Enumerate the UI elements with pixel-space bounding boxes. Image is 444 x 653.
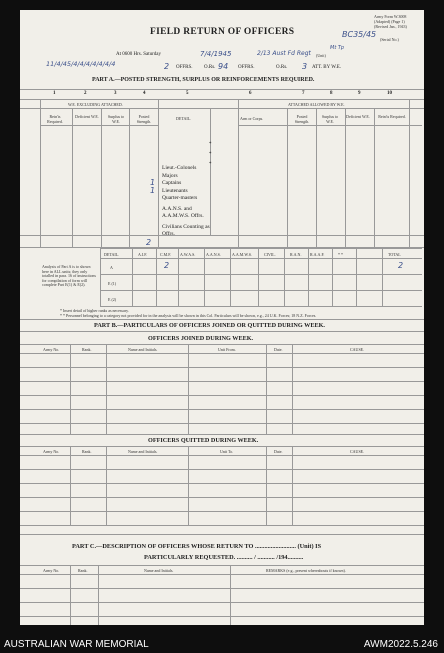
footer-left-text: AUSTRALIAN WAR MEMORIAL (4, 639, 149, 650)
posted-lieutenants-value: 1 (150, 186, 156, 195)
rank-item: Captains (162, 180, 182, 186)
unit-handwritten: 2/13 Aust Fd Regt (257, 50, 311, 57)
col-number: 7 (302, 91, 305, 96)
col-number: 10 (387, 91, 392, 96)
quitted-col-head: Army No. (43, 449, 60, 454)
time-line-prefix: At 0600 Hrs. Saturday (116, 52, 161, 57)
analysis-header: A.W.A.S. (180, 252, 196, 257)
col-number: 5 (186, 91, 189, 96)
part-c-col-head: Name and Initials. (144, 568, 174, 573)
analysis-header: CIVIL. (264, 252, 276, 257)
analysis-header: TOTAL (388, 252, 401, 257)
star-mark: * (209, 162, 212, 167)
joined-col-head: Rank. (82, 347, 92, 352)
rank-item: A.A.N.S. and A.A.M.W.S. Offrs. (162, 205, 204, 219)
analysis-header: R.A.A.F. (310, 252, 325, 257)
form-reference (374, 14, 407, 29)
part-b-heading: PART B.—PARTICULARS OF OFFICERS JOINED OR QUITTED DURING WEEK. (94, 322, 325, 329)
form-ref-line: (Adapted) (Page 1) (374, 19, 405, 24)
part-c-col-head: Army No. (43, 568, 60, 573)
serial-number-handwritten: BC35/45 (342, 30, 377, 39)
quitted-col-head: Unit To. (220, 449, 234, 454)
archive-footer (0, 636, 444, 653)
analysis-header: C.M.F. (160, 252, 172, 257)
part-a-heading: PART A.—POSTED STRENGTH, SURPLUS OR REINFORCEMENTS REQUIRED. (92, 77, 315, 83)
analysis-aif-a-value: 2 (164, 261, 170, 270)
col-head: Posted Strength. (294, 114, 310, 124)
detail-label: DETAIL. (176, 116, 192, 121)
col-head: Deficient W.E. (346, 114, 370, 119)
analysis-row-label: E (1) (108, 281, 117, 286)
col-head: Rein'ts Required. (47, 114, 63, 124)
analysis-header: DETAIL. (104, 252, 120, 257)
form-sheet (20, 10, 424, 625)
offrs-label: OFFRS. (176, 65, 193, 70)
footnote: * * Personnel belonging to a category not provided for in the analysis will be shown in this Col. Particulars will be shown, e.g., 24 U.K. Forces; 18 N.Z. Forces. (60, 313, 317, 318)
rank-list (162, 165, 210, 239)
quitted-col-head: Rank. (82, 449, 92, 454)
quitted-col-head: Date. (274, 449, 283, 454)
joined-title: OFFICERS JOINED DURING WEEK. (148, 335, 254, 342)
col-head: Arm or Corps. (240, 116, 264, 121)
attached-allowed-label: ATTACHED ALLOWED BY W.E. (288, 102, 345, 107)
quitted-col-head: Name and Initials. (128, 449, 158, 454)
col-number: 4 (143, 91, 146, 96)
star-mark: * (209, 152, 212, 157)
att-label: ATT. BY W.E. (312, 65, 342, 70)
col-head: Surplus to W.E. (321, 114, 339, 124)
we-excluding-attached-label: W.E. EXCLUDING ATTACHED. (68, 102, 123, 107)
analysis-header: * * (338, 252, 343, 257)
rank-item: Lieutenants (162, 187, 188, 194)
analysis-total-a-value: 2 (398, 261, 404, 270)
date-handwritten: 7/4/1945 (200, 50, 232, 58)
joined-col-head: Name and Initials. (128, 347, 158, 352)
form-ref-line: (Revised Jan., 1943) (374, 24, 407, 29)
posted-captains-value: 1 (150, 178, 156, 187)
analysis-row-label: A (110, 265, 113, 270)
part-c-heading-line1: PART C.—DESCRIPTION OF OFFICERS WHOSE RETURN TO .......................... (Unit) IS (72, 543, 322, 550)
form-title: FIELD RETURN OF OFFICERS (150, 27, 295, 37)
analysis-row-label: E (2) (108, 297, 117, 302)
rank-item: Quarter-masters (162, 195, 198, 201)
part-c-col-head: REMARKS (e.g., present whereabouts if known). (266, 568, 346, 573)
margin-handwritten: 11/4/45/4/4/4/4/4/4/4 (46, 60, 116, 68)
col-number: 8 (330, 91, 333, 96)
analysis-header: A.A.M.W.S. (232, 252, 252, 257)
analysis-header: A.I.F. (138, 252, 148, 257)
offrs-value: 2 (164, 62, 170, 71)
col-number: 9 (358, 91, 361, 96)
col-number: 1 (53, 91, 56, 96)
footer-right-text: AWM2022.5.246 (363, 639, 438, 650)
col-number: 3 (114, 91, 117, 96)
joined-col-head: CAUSE. (350, 347, 365, 352)
col-head: Posted Strength. (136, 114, 152, 124)
col-number: 2 (84, 91, 87, 96)
quitted-col-head: CAUSE. (350, 449, 365, 454)
serial-label: (Serial No.) (380, 37, 399, 42)
ors-label: O.Rs. (204, 65, 216, 70)
att-value: 3 (302, 62, 308, 71)
ors-value: 94 (218, 62, 229, 71)
col-head: Surplus to W.E. (107, 114, 125, 124)
ors2-label: O.Rs. (276, 65, 288, 70)
part-c-col-head: Rank. (78, 568, 88, 573)
posted-total-value: 2 (146, 238, 152, 247)
col-number: 6 (249, 91, 252, 96)
offrs2-label: OFFRS. (238, 65, 255, 70)
analysis-note: Analysis of Part A is to shown here in ALL units; they only totalled in para. 16 of instructions for compilation of form will complete Part E(1) & E(2). (42, 264, 96, 287)
star-mark: * (209, 142, 212, 147)
footnote: * Insert detail of higher ranks as necessary. (60, 308, 129, 313)
quitted-title: OFFICERS QUITTED DURING WEEK. (148, 437, 259, 444)
joined-col-head: Date. (274, 347, 283, 352)
analysis-header: A.A.N.S. (206, 252, 221, 257)
form-ref-line: Army Form W.3008 (374, 14, 407, 19)
unit-label: (Unit) (316, 53, 326, 58)
unit-side-handwritten: Mt Tp (330, 45, 345, 51)
rank-item: Majors (162, 172, 178, 179)
joined-col-head: Unit From. (218, 347, 236, 352)
rank-item: Lieut.-Colonels (162, 165, 197, 171)
col-head: Rein'ts Required. (378, 114, 406, 119)
rank-item: Civilians Counting as Offrs. (162, 223, 210, 237)
joined-col-head: Army No. (43, 347, 60, 352)
analysis-header: R.A.N. (290, 252, 302, 257)
part-c-heading-line2: PARTICULARLY REQUESTED. .......... / ........... /194.......... (144, 554, 304, 561)
col-head: Deficient W.E. (75, 114, 99, 119)
